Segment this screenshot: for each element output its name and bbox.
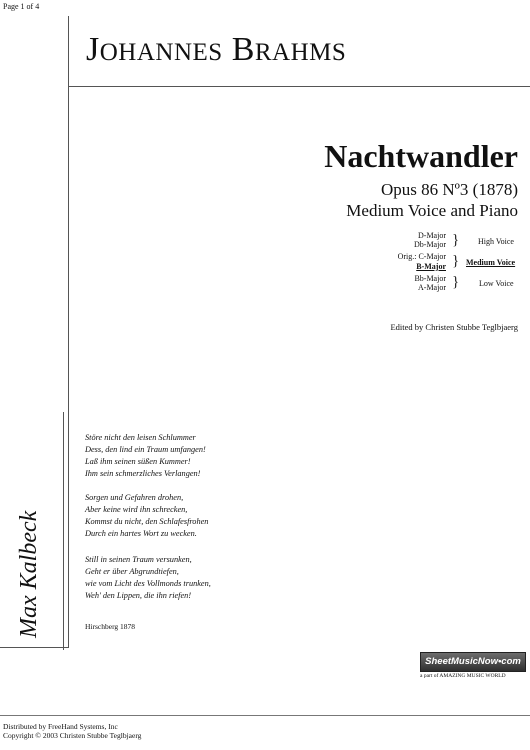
footer-copyright: Copyright © 2003 Christen Stubbe Teglbjaerg bbox=[3, 731, 142, 740]
poem-line: wie vom Licht des Vollmonds trunken, bbox=[85, 579, 211, 588]
poem-line: Aber keine wird ihn schrecken, bbox=[85, 505, 188, 514]
song-title: Nachtwandler bbox=[324, 138, 518, 174]
poem-line: Dess, den lind ein Traum umfangen! bbox=[85, 445, 206, 454]
frame-footer-line bbox=[0, 715, 530, 716]
voice-label-low: Low Voice bbox=[479, 279, 514, 288]
poem-stanza-3 bbox=[85, 554, 211, 602]
editor-credit: Edited by Christen Stubbe Teglbjaerg bbox=[390, 322, 518, 332]
poem-line: Ihm sein schmerzliches Verlangen! bbox=[85, 469, 201, 478]
composer-name bbox=[86, 33, 346, 67]
footer-distributor: Distributed by FreeHand Systems, Inc bbox=[3, 722, 118, 731]
voice-label-high: High Voice bbox=[478, 237, 514, 246]
frame-top-line bbox=[68, 86, 530, 87]
key-orig-c-major: Orig.: C-Major bbox=[397, 252, 446, 261]
key-b-major: B-Major bbox=[416, 262, 446, 271]
poem-line: Kommst du nicht, den Schlafesfrohen bbox=[85, 517, 209, 526]
publisher-logo[interactable]: SheetMusicNow•com bbox=[420, 652, 526, 672]
opus-number: Opus 86 Nº3 (1878) bbox=[380, 180, 518, 199]
poem-stanza-2 bbox=[85, 492, 208, 540]
composer-first-rest: OHANNES bbox=[99, 39, 223, 66]
frame-bottom-line bbox=[0, 647, 69, 648]
composer-first-initial: J bbox=[86, 31, 100, 68]
page-label: Page 1 of 4 bbox=[3, 2, 40, 11]
frame-left-line bbox=[68, 16, 69, 86]
key-db-major: Db-Major bbox=[414, 240, 446, 249]
frame-poet-line bbox=[63, 412, 64, 650]
key-bb-major: Bb-Major bbox=[414, 274, 446, 283]
poem-line: Weh' den Lippen, die ihn riefen! bbox=[85, 591, 192, 600]
composer-last-initial: B bbox=[231, 31, 255, 68]
poem-line: Still in seinen Traum versunken, bbox=[85, 555, 192, 564]
poem-stanza-1 bbox=[85, 432, 206, 480]
brace-high: } bbox=[452, 232, 460, 248]
poem-line: Störe nicht den leisen Schlummer bbox=[85, 433, 196, 442]
frame-inner-line bbox=[68, 86, 69, 648]
poet-name: Max Kalbeck bbox=[16, 510, 42, 638]
poem-line: Durch ein hartes Wort zu wecken. bbox=[85, 529, 197, 538]
voice-and-instrument: Medium Voice and Piano bbox=[346, 201, 518, 220]
publisher-tagline: a part of AMAZING MUSIC WORLD bbox=[420, 673, 506, 679]
brace-medium: } bbox=[452, 253, 460, 269]
poem-line: Sorgen und Gefahren drohen, bbox=[85, 493, 184, 502]
voice-label-medium: Medium Voice bbox=[466, 258, 516, 267]
brace-low: } bbox=[452, 274, 460, 290]
poem-line: Laß ihm seinen süßen Kummer! bbox=[85, 457, 191, 466]
key-a-major: A-Major bbox=[418, 283, 446, 292]
key-d-major: D-Major bbox=[418, 231, 446, 240]
poem-line: Geht er über Abgrundtiefen, bbox=[85, 567, 179, 576]
poem-place-date: Hirschberg 1878 bbox=[85, 622, 136, 631]
composer-last-rest: RAHMS bbox=[254, 39, 347, 66]
